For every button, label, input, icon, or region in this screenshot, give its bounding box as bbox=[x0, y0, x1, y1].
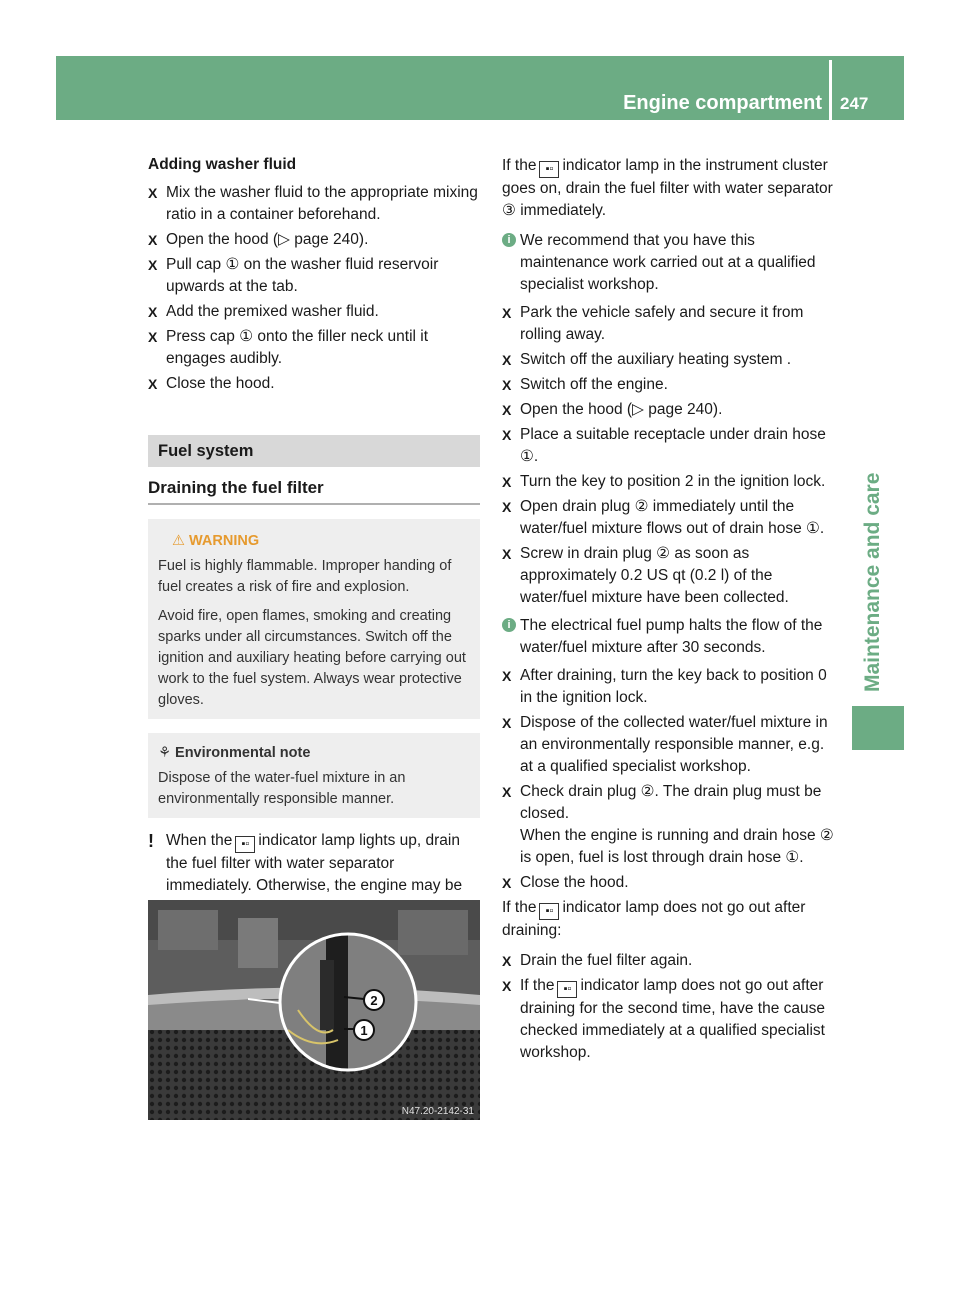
step-item bbox=[502, 349, 836, 371]
svg-text:2: 2 bbox=[370, 993, 378, 1008]
step-text: Close the hood. bbox=[166, 375, 275, 392]
engine-compartment-photo bbox=[148, 900, 480, 1120]
step-item bbox=[502, 496, 836, 540]
photo-code: N47.20-2142-31 bbox=[401, 1106, 474, 1117]
step-item bbox=[502, 399, 836, 421]
warning-title-text: WARNING bbox=[189, 533, 260, 549]
step-item bbox=[148, 373, 480, 395]
step-text: Screw in drain plug ② as soon as approximately 0.2 US qt (0.2 l) of the water/fuel mixture have been collected. bbox=[520, 545, 789, 606]
step-item bbox=[148, 182, 480, 226]
warning-title bbox=[158, 531, 470, 552]
step-item bbox=[148, 301, 480, 323]
step-text: Close the hood. bbox=[520, 874, 629, 891]
step-marker-icon: X bbox=[502, 427, 512, 443]
adding-washer-fluid-title: Adding washer fluid bbox=[148, 156, 297, 173]
step-item bbox=[502, 471, 836, 493]
after-text-pre: If the bbox=[502, 899, 537, 916]
page-title: Engine compartment bbox=[623, 92, 822, 114]
info-note-1 bbox=[502, 230, 836, 296]
step-item bbox=[502, 374, 836, 396]
step-marker-icon: X bbox=[502, 402, 512, 418]
info-note-2 bbox=[502, 615, 836, 659]
step-item bbox=[148, 326, 480, 370]
environmental-note-title-text: Environmental note bbox=[175, 745, 311, 761]
steps-list-c bbox=[502, 950, 836, 972]
fuel-filter-lamp-icon: ▪▫ bbox=[235, 836, 255, 853]
step-text: After draining, turn the key back to position 0 in the ignition lock. bbox=[520, 667, 827, 706]
subsection-draining: Draining the fuel filter bbox=[148, 477, 480, 505]
step-item bbox=[502, 950, 836, 972]
step-marker-icon: X bbox=[502, 953, 512, 969]
step-marker-icon: X bbox=[502, 715, 512, 731]
step-text: Pull cap ① on the washer fluid reservoir upwards at the tab. bbox=[166, 256, 439, 295]
step-item bbox=[502, 665, 836, 709]
step-text: Open drain plug ② immediately until the water/fuel mixture flows out of drain hose ①. bbox=[520, 498, 825, 537]
step-item bbox=[502, 975, 836, 1064]
after-draining-paragraph bbox=[502, 897, 836, 942]
intro-text-post: indicator lamp in the instrument cluster goes on, drain the fuel filter with water separator ③ immediately. bbox=[502, 157, 833, 219]
step-marker-icon: X bbox=[148, 329, 158, 345]
step-marker-icon: X bbox=[502, 305, 512, 321]
step-item bbox=[148, 229, 480, 251]
environmental-note-text: Dispose of the water-fuel mixture in an environmentally responsible manner. bbox=[158, 770, 406, 807]
step-text: Turn the key to position 2 in the ignition lock. bbox=[520, 473, 826, 490]
left-column bbox=[148, 150, 480, 937]
svg-text:1: 1 bbox=[360, 1023, 368, 1038]
step-marker-icon: X bbox=[148, 232, 158, 248]
callout-1 bbox=[354, 1020, 374, 1040]
step-marker-icon: X bbox=[502, 546, 512, 562]
step-marker-icon: X bbox=[148, 376, 158, 392]
adding-steps-list bbox=[148, 182, 480, 395]
header-divider bbox=[829, 60, 832, 120]
step-marker-icon: X bbox=[148, 185, 158, 201]
step-marker-icon: X bbox=[502, 875, 512, 891]
side-chapter-label: Maintenance and care bbox=[861, 472, 884, 692]
step-marker-icon: X bbox=[502, 499, 512, 515]
step-text: Park the vehicle safely and secure it from rolling away. bbox=[520, 304, 804, 343]
after-text-post: indicator lamp does not go out after draining: bbox=[502, 899, 806, 939]
step-item bbox=[502, 781, 836, 869]
info-note-2-text: The electrical fuel pump halts the flow of the water/fuel mixture after 30 seconds. bbox=[520, 617, 823, 656]
step-text: Add the premixed washer fluid. bbox=[166, 303, 379, 320]
info-note-1-text: We recommend that you have this maintenance work carried out at a qualified specialist workshop. bbox=[520, 232, 816, 293]
fuel-filter-lamp-icon: ▪▫ bbox=[557, 981, 577, 998]
step-marker-icon: X bbox=[148, 304, 158, 320]
step-text: Drain the fuel filter again. bbox=[520, 952, 693, 969]
fuel-filter-lamp-icon: ▪▫ bbox=[539, 161, 559, 178]
step-text: Dispose of the collected water/fuel mixture in an environmentally responsible manner, e.g. at a qualified specialist workshop. bbox=[520, 714, 828, 775]
step-extra-text: When the engine is running and drain hose ② is open, fuel is lost through drain hose ①. bbox=[520, 827, 834, 866]
environmental-note-title bbox=[158, 743, 470, 764]
step-text: Open the hood (▷ page 240). bbox=[166, 231, 369, 248]
intro-paragraph bbox=[502, 155, 836, 222]
step-text: Mix the washer fluid to the appropriate mixing ratio in a container beforehand. bbox=[166, 184, 478, 223]
page-number: 247 bbox=[840, 94, 869, 113]
callout-2 bbox=[364, 990, 384, 1010]
step-text: Switch off the auxiliary heating system . bbox=[520, 351, 792, 368]
step-item bbox=[502, 424, 836, 468]
step-marker-icon: X bbox=[148, 257, 158, 273]
step-text: Press cap ① onto the filler neck until it engages audibly. bbox=[166, 328, 429, 367]
step-marker-icon: X bbox=[502, 668, 512, 684]
step-item bbox=[502, 712, 836, 778]
step-marker-icon: X bbox=[502, 377, 512, 393]
step-item bbox=[502, 872, 836, 894]
warning-paragraph-1: Fuel is highly flammable. Improper handing of fuel creates a risk of fire and explosion. bbox=[158, 558, 452, 595]
notice-text-pre: When the bbox=[166, 832, 233, 849]
step-text: Place a suitable receptacle under drain hose ①. bbox=[520, 426, 826, 465]
intro-text-pre: If the bbox=[502, 157, 537, 174]
exclamation-icon: ! bbox=[148, 831, 154, 851]
leaf-icon: ⚘ bbox=[158, 745, 171, 761]
step-marker-icon: X bbox=[502, 784, 512, 800]
warning-paragraph-2: Avoid fire, open flames, smoking and creating sparks under all circumstances. Switch off the ignition and auxiliary heating before carrying out work to the fuel system. Always wear protective gloves. bbox=[158, 608, 466, 708]
environmental-note-box bbox=[148, 733, 480, 818]
warning-box bbox=[148, 519, 480, 719]
step-item bbox=[502, 543, 836, 609]
step-item bbox=[148, 254, 480, 298]
step-marker-icon: X bbox=[502, 978, 512, 994]
notice-text-post: indicator lamp lights up, drain the fuel filter with water separator immediately. Otherwise, the engine may be bbox=[166, 832, 463, 894]
step-text: Open the hood (▷ page 240). bbox=[520, 401, 723, 418]
step-item bbox=[502, 302, 836, 346]
step-marker-icon: X bbox=[502, 352, 512, 368]
step-text: Check drain plug ②. The drain plug must be closed. bbox=[520, 783, 822, 822]
right-column bbox=[502, 155, 836, 1067]
step-text: Switch off the engine. bbox=[520, 376, 668, 393]
warning-triangle-icon: ⚠ bbox=[172, 533, 185, 549]
step-marker-icon: X bbox=[502, 474, 512, 490]
info-icon: i bbox=[502, 618, 516, 632]
last-step-pre: If the bbox=[520, 977, 555, 994]
info-icon: i bbox=[502, 233, 516, 247]
fuel-filter-lamp-icon: ▪▫ bbox=[539, 903, 559, 920]
section-fuel-system: Fuel system bbox=[148, 435, 480, 467]
steps-list-a bbox=[502, 302, 836, 609]
steps-list-b bbox=[502, 665, 836, 894]
last-step-post: indicator lamp does not go out after draining for the second time, have the cause checked immediately at a qualified specialist workshop. bbox=[520, 977, 826, 1061]
side-chapter-tab bbox=[852, 706, 904, 750]
